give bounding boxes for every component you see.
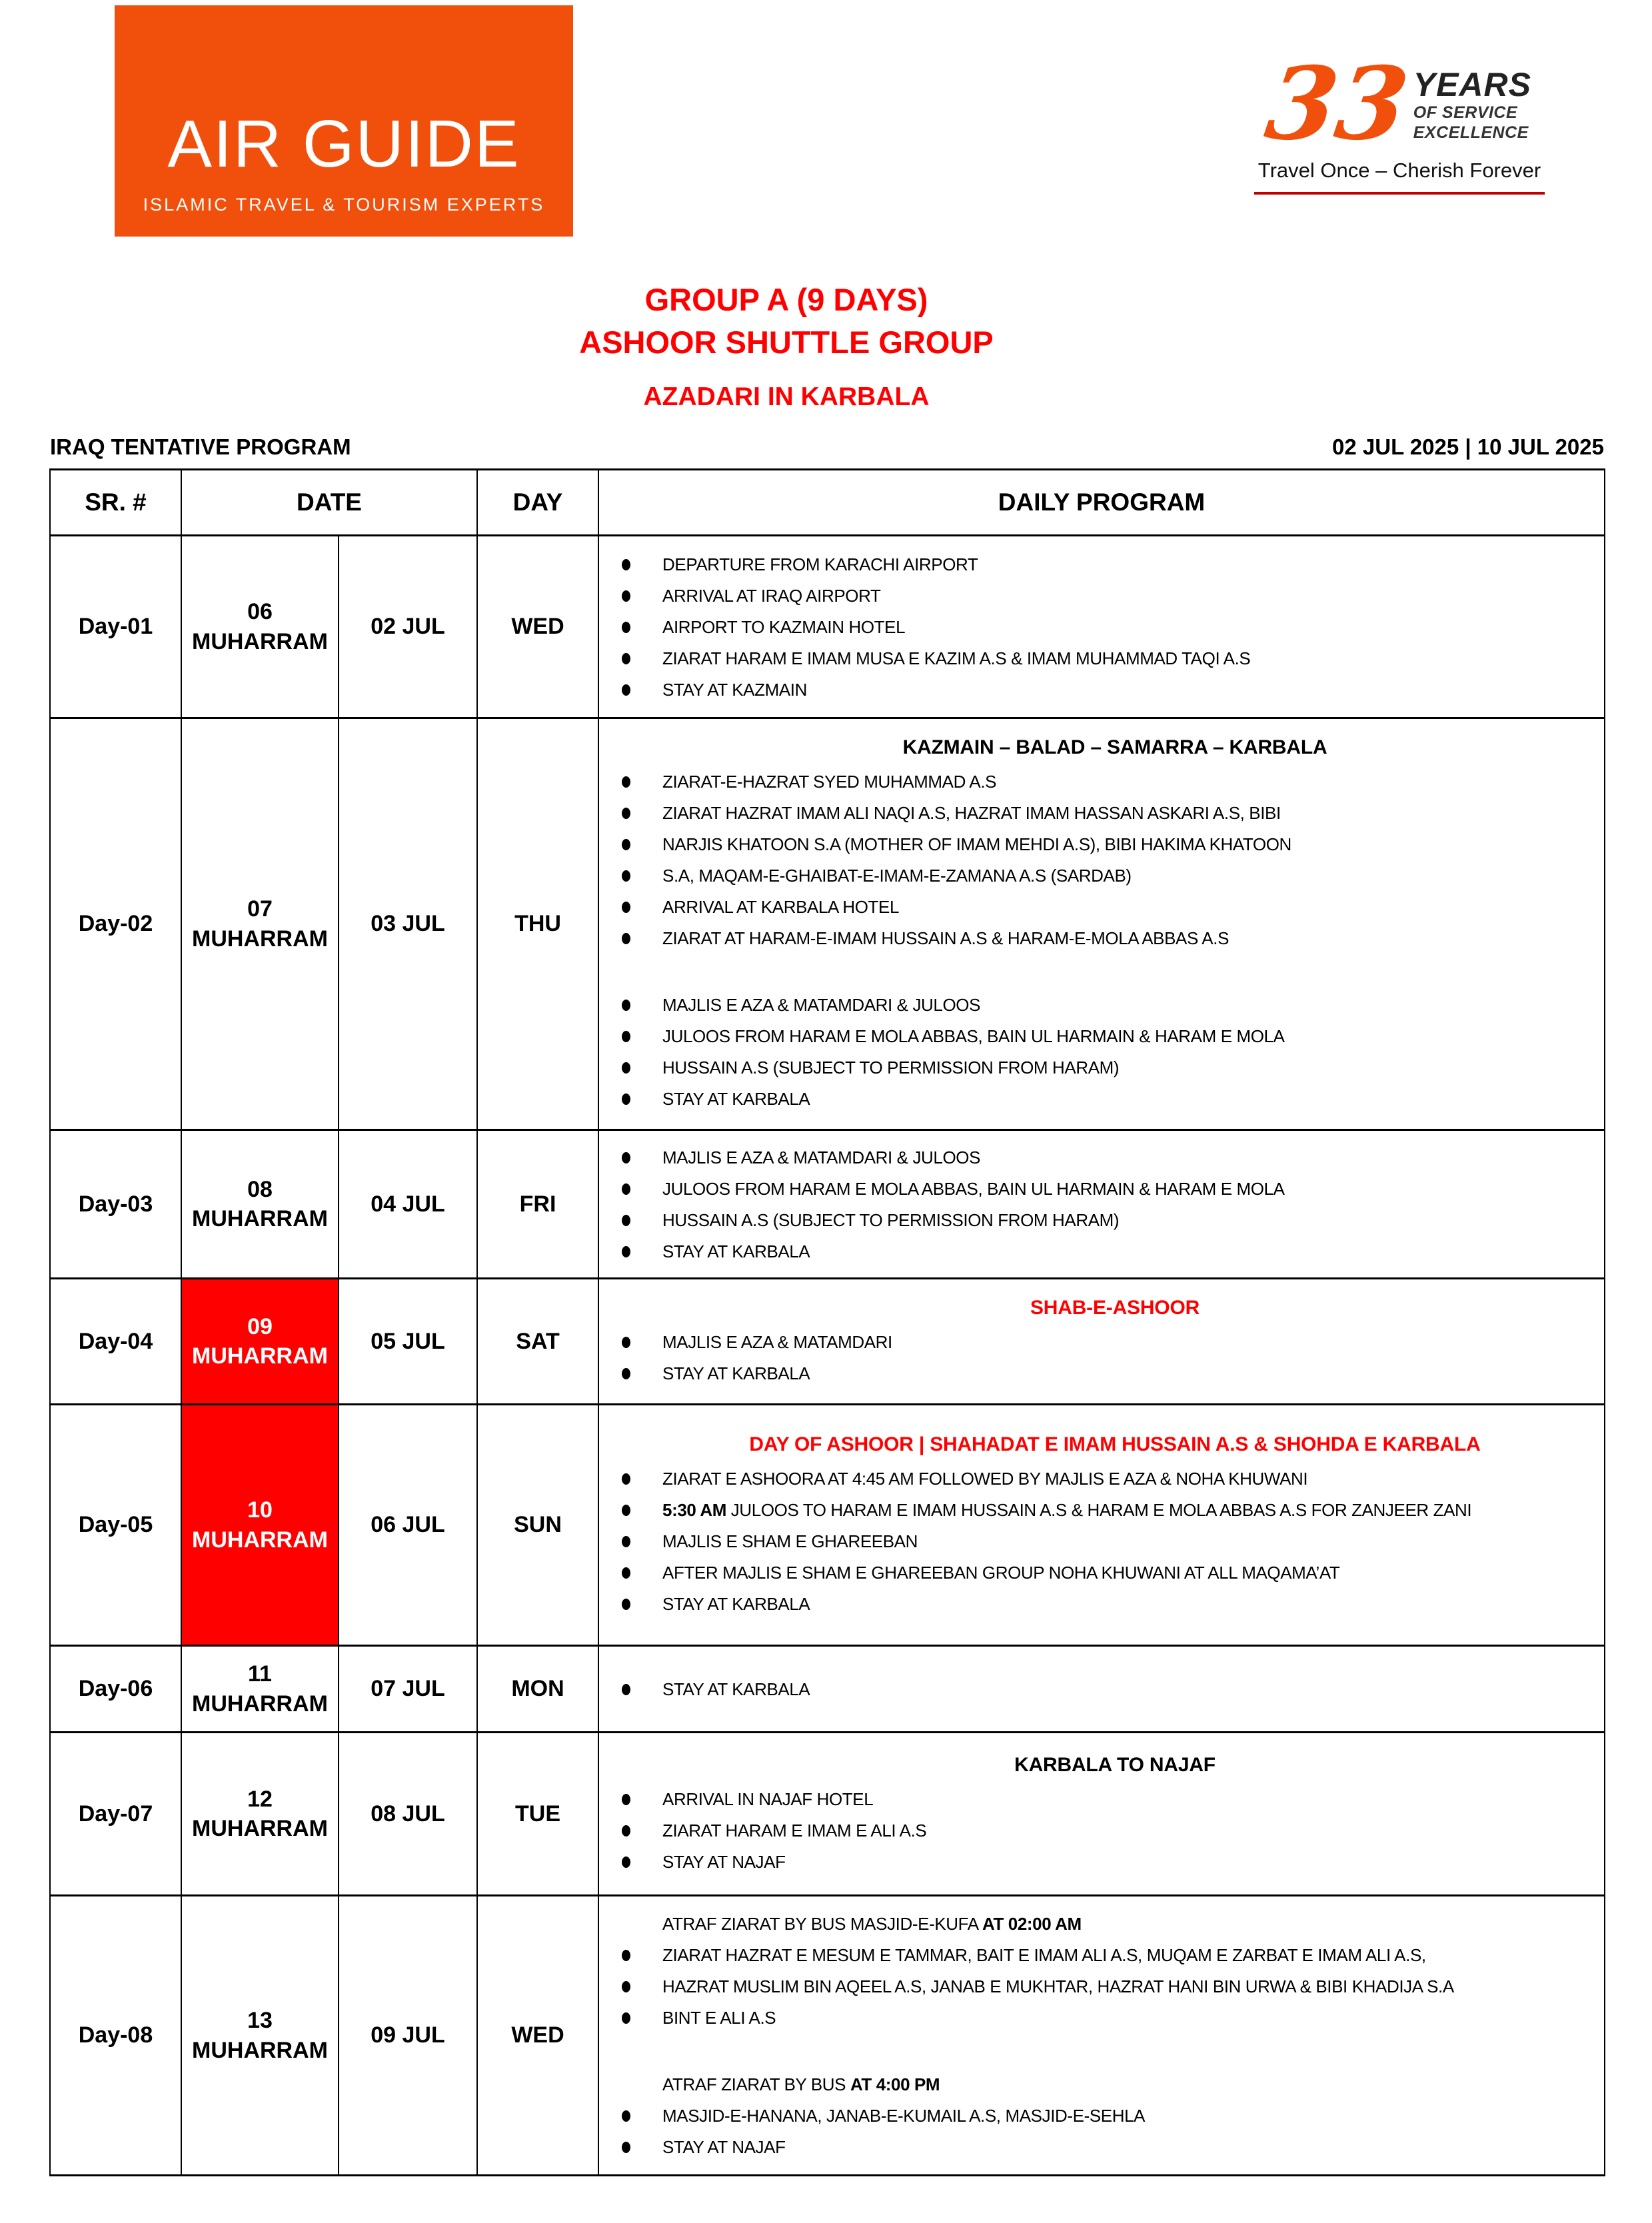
program-text-segment: ATRAF ZIARAT BY BUS xyxy=(662,2074,850,2094)
table-header-row xyxy=(50,470,1605,536)
islamic-date-cell xyxy=(181,1405,339,1646)
table-row xyxy=(50,1733,1605,1896)
program-bullet-item: ARRIVAL AT IRAQ AIRPORT xyxy=(599,582,1604,609)
table-row xyxy=(50,1405,1605,1646)
column-header-sr: SR. # xyxy=(50,470,181,536)
table-row xyxy=(50,718,1605,1130)
document-titles xyxy=(0,279,1573,412)
islamic-date-month: MUHARRAM xyxy=(192,1816,328,1841)
islamic-date-number: 12 xyxy=(247,1786,273,1812)
program-bullet-item: AFTER MAJLIS E SHAM E GHAREEBAN GROUP NOHA KHUWANI AT ALL MAQAMA’AT xyxy=(599,1559,1604,1586)
program-bullet-item: DEPARTURE FROM KARACHI AIRPORT xyxy=(599,551,1604,578)
program-title: IRAQ TENTATIVE PROGRAM xyxy=(50,434,351,459)
islamic-date-cell xyxy=(181,1279,339,1405)
program-text-segment: AT 02:00 AM xyxy=(982,1914,1082,1934)
islamic-date-number: 08 xyxy=(247,1176,273,1202)
program-bullet-item: NARJIS KHATOON S.A (MOTHER OF IMAM MEHDI A.S), BIBI HAKIMA KHATOON xyxy=(599,831,1604,858)
islamic-date-number: 07 xyxy=(247,896,273,922)
weekday-cell: FRI xyxy=(477,1130,598,1279)
sr-cell: Day-04 xyxy=(50,1279,181,1405)
islamic-date-month: MUHARRAM xyxy=(192,1691,328,1717)
program-text-segment: JULOOS TO HARAM E IMAM HUSSAIN A.S & HARAM E MOLA ABBAS A.S FOR ZANJEER ZANI xyxy=(726,1500,1472,1520)
islamic-date-number: 06 xyxy=(247,599,273,625)
program-heading: DAY OF ASHOOR | SHAHADAT E IMAM HUSSAIN A.S & SHOHDA E KARBALA xyxy=(749,1433,1481,1455)
program-bullet-item: JULOOS FROM HARAM E MOLA ABBAS, BAIN UL HARMAIN & HARAM E MOLA xyxy=(599,1175,1604,1202)
azadari-title: AZADARI IN KARBALA xyxy=(643,382,930,411)
weekday-cell: WED xyxy=(477,1896,598,2176)
sr-cell: Day-01 xyxy=(50,536,181,718)
program-bullet-item: ZIARAT AT HARAM-E-IMAM HUSSAIN A.S & HARAM-E-MOLA ABBAS A.S xyxy=(599,925,1604,952)
program-spacer xyxy=(599,956,1604,987)
program-bullet-item: AIRPORT TO KAZMAIN HOTEL xyxy=(599,614,1604,640)
daily-program-cell xyxy=(598,718,1605,1130)
years-label: YEARS xyxy=(1413,66,1531,103)
gregorian-date-cell: 06 JUL xyxy=(339,1405,477,1646)
service-line-2: EXCELLENCE xyxy=(1413,123,1529,142)
islamic-date-number: 11 xyxy=(248,1661,272,1687)
years-text-block xyxy=(1413,67,1531,143)
islamic-date-cell xyxy=(181,1896,339,2176)
logo-subtitle: ISLAMIC TRAVEL & TOURISM EXPERTS xyxy=(143,195,545,215)
service-line-1: OF SERVICE xyxy=(1413,103,1518,122)
islamic-date-cell xyxy=(181,718,339,1130)
islamic-date-month: MUHARRAM xyxy=(192,1206,328,1231)
weekday-cell: SUN xyxy=(477,1405,598,1646)
gregorian-date-cell: 09 JUL xyxy=(339,1896,477,2176)
program-bullet-item: ZIARAT E ASHOORA AT 4:45 AM FOLLOWED BY MAJLIS E AZA & NOHA KHUWANI xyxy=(599,1465,1604,1492)
program-bullet-item xyxy=(599,1497,1604,1523)
gregorian-date-cell: 07 JUL xyxy=(339,1646,477,1733)
program-heading: SHAB-E-ASHOOR xyxy=(1030,1297,1200,1319)
program-bullet-item: MAJLIS E SHAM E GHAREEBAN xyxy=(599,1528,1604,1555)
weekday-cell: MON xyxy=(477,1646,598,1733)
program-heading: KARBALA TO NAJAF xyxy=(1014,1753,1216,1776)
program-spacer xyxy=(599,2036,1604,2066)
program-bullet-item: ZIARAT HARAM E IMAM E ALI A.S xyxy=(599,1817,1604,1844)
group-title: GROUP A (9 DAYS) xyxy=(644,282,928,317)
weekday-cell: THU xyxy=(477,718,598,1130)
islamic-date-month: MUHARRAM xyxy=(192,628,328,654)
gregorian-date-cell: 02 JUL xyxy=(339,536,477,718)
sr-cell: Day-08 xyxy=(50,1896,181,2176)
daily-program-cell xyxy=(598,1405,1605,1646)
sr-cell: Day-07 xyxy=(50,1733,181,1896)
table-row xyxy=(50,1646,1605,1733)
islamic-date-month: MUHARRAM xyxy=(192,926,328,952)
daily-program-cell xyxy=(598,1646,1605,1733)
sr-cell: Day-03 xyxy=(50,1130,181,1279)
years-number: 33 xyxy=(1259,45,1415,163)
program-bullet-item: STAY AT NAJAF xyxy=(599,1849,1604,1875)
program-bullet-item: STAY AT NAJAF xyxy=(599,2134,1604,2160)
daily-program-cell xyxy=(598,536,1605,718)
program-bullet-item: STAY AT KARBALA xyxy=(599,1360,1604,1387)
sr-cell: Day-02 xyxy=(50,718,181,1130)
daily-program-cell xyxy=(598,1733,1605,1896)
program-bullet-item: HAZRAT MUSLIM BIN AQEEL A.S, JANAB E MUKHTAR, HAZRAT HANI BIN URWA & BIBI KHADIJA S.A xyxy=(599,1973,1604,2000)
years-badge xyxy=(1253,45,1546,195)
air-guide-logo xyxy=(115,5,573,237)
years-badge-top xyxy=(1259,45,1531,163)
itinerary-table-body xyxy=(50,536,1605,2176)
daily-program-cell xyxy=(598,1896,1605,2176)
table-row xyxy=(50,1130,1605,1279)
islamic-date-number: 13 xyxy=(247,2008,273,2034)
islamic-date-cell xyxy=(181,1130,339,1279)
gregorian-date-cell: 05 JUL xyxy=(339,1279,477,1405)
daily-program-cell xyxy=(598,1279,1605,1405)
tagline: Travel Once – Cherish Forever xyxy=(1254,159,1545,195)
program-bullet-item: MAJLIS E AZA & MATAMDARI & JULOOS xyxy=(599,1144,1604,1171)
weekday-cell: SAT xyxy=(477,1279,598,1405)
column-header-day: DAY xyxy=(477,470,598,536)
islamic-date-month: MUHARRAM xyxy=(192,1343,328,1369)
program-bullet-item: ZIARAT HARAM E IMAM MUSA E KAZIM A.S & IMAM MUHAMMAD TAQI A.S xyxy=(599,645,1604,672)
islamic-date-cell xyxy=(181,1733,339,1896)
table-row xyxy=(50,1896,1605,2176)
weekday-cell: TUE xyxy=(477,1733,598,1896)
islamic-date-number: 10 xyxy=(247,1497,273,1523)
program-bullet-item: ZIARAT HAZRAT E MESUM E TAMMAR, BAIT E IMAM ALI A.S, MUQAM E ZARBAT E IMAM ALI A.S, xyxy=(599,1942,1604,1968)
program-bullet-item: ZIARAT HAZRAT IMAM ALI NAQI A.S, HAZRAT IMAM HASSAN ASKARI A.S, BIBI xyxy=(599,800,1604,826)
program-bullet-item: STAY AT KARBALA xyxy=(599,1676,1604,1703)
program-bullet-item: HUSSAIN A.S (SUBJECT TO PERMISSION FROM HARAM) xyxy=(599,1054,1604,1081)
program-bullet-item: HUSSAIN A.S (SUBJECT TO PERMISSION FROM HARAM) xyxy=(599,1207,1604,1233)
shuttle-title: ASHOOR SHUTTLE GROUP xyxy=(579,325,994,360)
program-plain-item xyxy=(599,2071,1604,2098)
program-heading: KAZMAIN – BALAD – SAMARRA – KARBALA xyxy=(902,736,1327,758)
program-bullet-item: ARRIVAL AT KARBALA HOTEL xyxy=(599,894,1604,920)
program-bullet-item: ARRIVAL IN NAJAF HOTEL xyxy=(599,1786,1604,1813)
program-bullet-item: MAJLIS E AZA & MATAMDARI & JULOOS xyxy=(599,992,1604,1018)
gregorian-date-cell: 08 JUL xyxy=(339,1733,477,1896)
islamic-date-cell xyxy=(181,1646,339,1733)
gregorian-date-cell: 04 JUL xyxy=(339,1130,477,1279)
program-text-segment: ATRAF ZIARAT BY BUS MASJID-E-KUFA xyxy=(662,1914,983,1934)
gregorian-date-cell: 03 JUL xyxy=(339,718,477,1130)
program-bullet-item: STAY AT KAZMAIN xyxy=(599,676,1604,703)
column-header-daily-program: DAILY PROGRAM xyxy=(598,470,1605,536)
program-bullet-item: JULOOS FROM HARAM E MOLA ABBAS, BAIN UL HARMAIN & HARAM E MOLA xyxy=(599,1023,1604,1050)
sr-cell: Day-05 xyxy=(50,1405,181,1646)
program-text-segment: AT 4:00 PM xyxy=(850,2074,940,2094)
program-bullet-item: S.A, MAQAM-E-GHAIBAT-E-IMAM-E-ZAMANA A.S (SARDAB) xyxy=(599,862,1604,889)
islamic-date-number: 09 xyxy=(247,1313,273,1339)
islamic-date-month: MUHARRAM xyxy=(192,1527,328,1553)
sr-cell: Day-06 xyxy=(50,1646,181,1733)
program-bullet-item: MASJID-E-HANANA, JANAB-E-KUMAIL A.S, MASJID-E-SEHLA xyxy=(599,2102,1604,2129)
program-bullet-item: MAJLIS E AZA & MATAMDARI xyxy=(599,1329,1604,1355)
program-text-segment: 5:30 AM xyxy=(662,1500,726,1520)
islamic-date-cell xyxy=(181,536,339,718)
program-dates: 02 JUL 2025 | 10 JUL 2025 xyxy=(1332,434,1604,459)
column-header-date: DATE xyxy=(181,470,477,536)
itinerary-table xyxy=(49,468,1605,2176)
table-row xyxy=(50,1279,1605,1405)
program-bullet-item: ZIARAT-E-HAZRAT SYED MUHAMMAD A.S xyxy=(599,768,1604,795)
program-bullet-item: STAY AT KARBALA xyxy=(599,1238,1604,1265)
logo-title: AIR GUIDE xyxy=(167,107,520,181)
daily-program-cell xyxy=(598,1130,1605,1279)
islamic-date-month: MUHARRAM xyxy=(192,2037,328,2063)
program-bullet-item: BINT E ALI A.S xyxy=(599,2004,1604,2031)
weekday-cell: WED xyxy=(477,536,598,718)
program-header-line xyxy=(50,434,1604,460)
table-row xyxy=(50,536,1605,718)
program-plain-item xyxy=(599,1910,1604,1937)
program-bullet-item: STAY AT KARBALA xyxy=(599,1086,1604,1112)
program-bullet-item: STAY AT KARBALA xyxy=(599,1591,1604,1617)
